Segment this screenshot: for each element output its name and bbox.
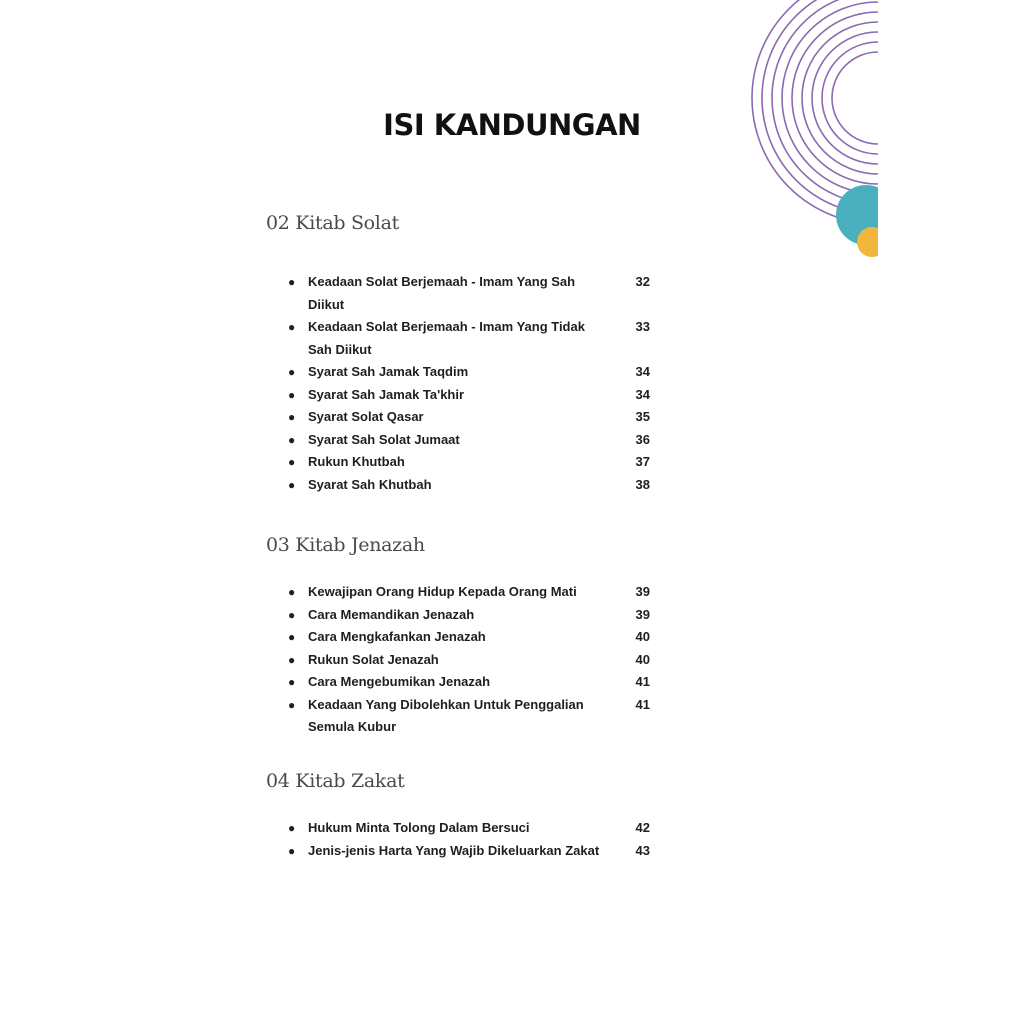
toc-list-kitab-jenazah: [288, 581, 658, 739]
toc-list-kitab-zakat: [288, 817, 658, 862]
entry-page-number: 39: [635, 584, 650, 599]
entry-page-number: 43: [635, 842, 650, 858]
toc-entry[interactable]: [288, 626, 658, 649]
bullet-icon: ●: [288, 843, 296, 858]
entry-title: Keadaan Solat Berjemaah - Imam Yang Sah Diikut: [308, 274, 576, 312]
entry-title: Kewajipan Orang Hidup Kepada Orang Mati: [308, 584, 577, 599]
entry-title: Hukum Minta Tolong Dalam Bersuci: [308, 820, 530, 835]
entry-page-number: 36: [635, 431, 650, 447]
entry-title: Rukun Solat Jenazah: [308, 651, 439, 667]
toc-entry[interactable]: [288, 840, 658, 863]
toc-entry[interactable]: [288, 694, 658, 739]
entry-page-number: 34: [635, 364, 650, 379]
entry-page-number: 34: [635, 386, 650, 402]
entry-title: Cara Memandikan Jenazah: [308, 606, 475, 622]
entry-title: Syarat Solat Qasar: [308, 409, 424, 424]
entry-title: Syarat Sah Khutbah: [308, 476, 432, 492]
entry-title: Cara Mengkafankan Jenazah: [308, 629, 486, 644]
toc-entry[interactable]: [288, 384, 658, 407]
section-heading-kitab-solat: 02 Kitab Solat: [266, 212, 399, 234]
entry-title: Syarat Sah Solat Jumaat: [308, 431, 460, 447]
entry-title: Keadaan Solat Berjemaah - Imam Yang Tidak Sah Diikut: [308, 319, 585, 357]
bullet-icon: ●: [288, 275, 296, 289]
bullet-icon: ●: [288, 585, 296, 599]
entry-page-number: 33: [635, 319, 650, 334]
bullet-icon: ●: [288, 607, 296, 622]
entry-title: Keadaan Yang Dibolehkan Untuk Penggalian Semula Kubur: [308, 696, 584, 734]
bullet-icon: ●: [288, 652, 296, 667]
bullet-icon: ●: [288, 387, 296, 402]
bullet-icon: ●: [288, 432, 296, 447]
entry-page-number: 39: [635, 606, 650, 622]
entry-title: Rukun Khutbah: [308, 454, 405, 469]
toc-entry[interactable]: [288, 406, 658, 429]
toc-list-kitab-solat: [288, 271, 658, 496]
bullet-icon: ●: [288, 821, 296, 835]
page-title: ISI KANDUNGAN: [383, 108, 641, 142]
toc-entry[interactable]: [288, 817, 658, 840]
entry-page-number: 41: [635, 674, 650, 689]
bullet-icon: ●: [288, 630, 296, 644]
entry-title: Syarat Sah Jamak Ta'khir: [308, 386, 465, 402]
entry-title: Jenis-jenis Harta Yang Wajib Dikeluarkan Zakat: [308, 842, 600, 858]
bullet-icon: ●: [288, 675, 296, 689]
bullet-icon: ●: [288, 410, 296, 424]
entry-page-number: 41: [635, 696, 650, 712]
toc-entry[interactable]: [288, 474, 658, 497]
entry-page-number: 35: [635, 409, 650, 424]
toc-entry[interactable]: [288, 316, 658, 361]
entry-page-number: 38: [635, 476, 650, 492]
entry-page-number: 37: [635, 454, 650, 469]
bullet-icon: ●: [288, 697, 296, 712]
toc-entry[interactable]: [288, 429, 658, 452]
entry-title: Cara Mengebumikan Jenazah: [308, 674, 491, 689]
toc-entry[interactable]: [288, 271, 658, 316]
toc-entry[interactable]: [288, 581, 658, 604]
toc-entry[interactable]: [288, 361, 658, 384]
toc-entry[interactable]: [288, 604, 658, 627]
section-heading-kitab-zakat: 04 Kitab Zakat: [266, 770, 405, 792]
toc-entry[interactable]: [288, 451, 658, 474]
entry-page-number: 32: [635, 274, 650, 289]
bullet-icon: ●: [288, 365, 296, 379]
entry-page-number: 40: [635, 629, 650, 644]
toc-entry[interactable]: [288, 671, 658, 694]
bullet-icon: ●: [288, 477, 296, 492]
bullet-icon: ●: [288, 320, 296, 334]
toc-entry[interactable]: [288, 649, 658, 672]
section-heading-kitab-jenazah: 03 Kitab Jenazah: [266, 534, 425, 556]
entry-page-number: 40: [635, 651, 650, 667]
bullet-icon: ●: [288, 455, 296, 469]
entry-page-number: 42: [635, 820, 650, 835]
entry-title: Syarat Sah Jamak Taqdim: [308, 364, 469, 379]
